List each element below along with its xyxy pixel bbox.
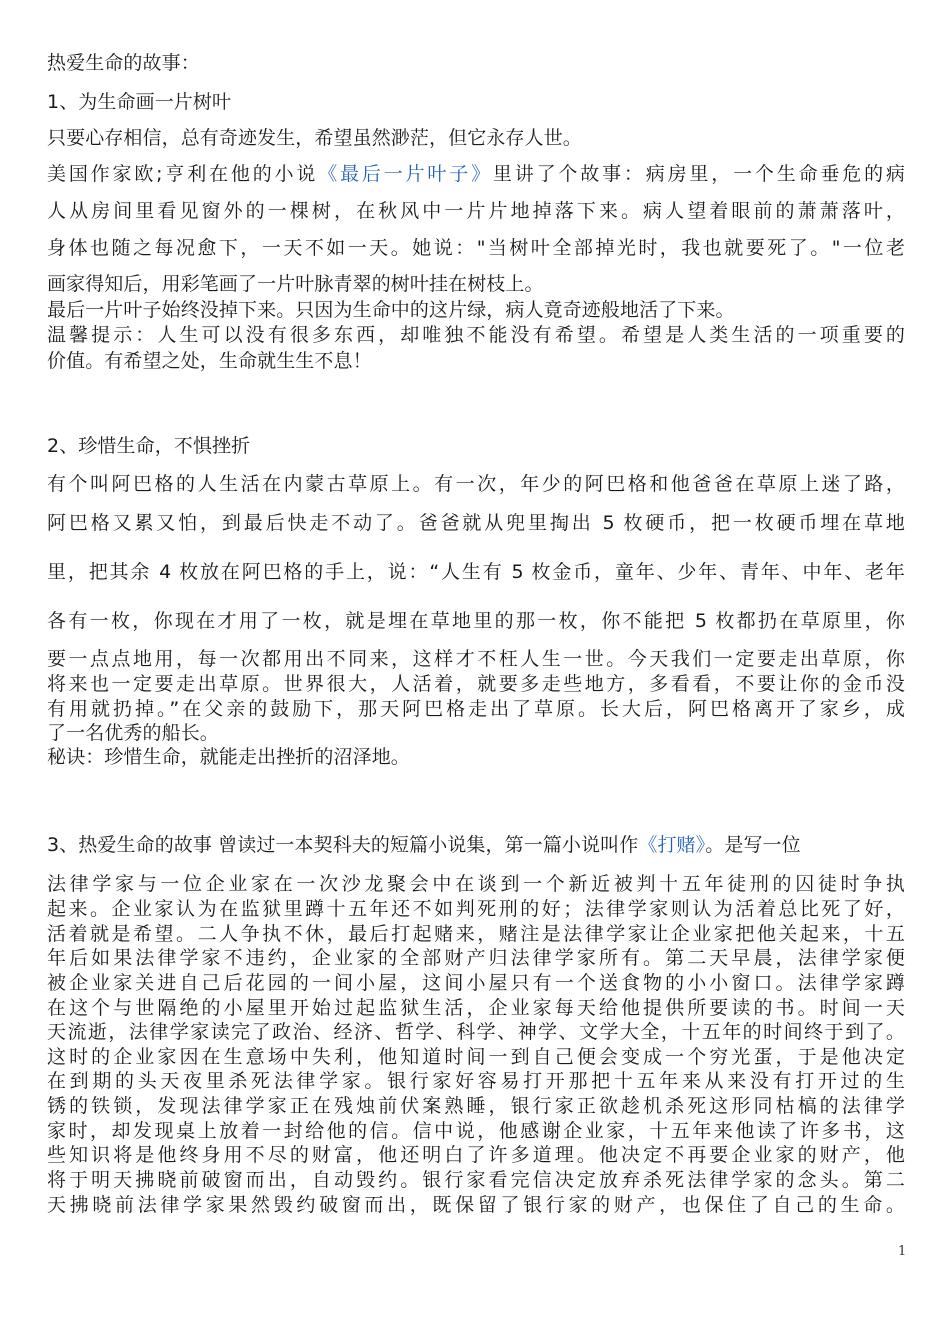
story-link-last-leaf[interactable]: 《最后一片叶子》	[318, 163, 493, 185]
paragraph-line: 了一名优秀的船长。	[47, 722, 219, 744]
paragraph-line: 身体也随之每况愈下，一天不如一天。她说："当树叶全部掉光时，我也就要死了。"一位老	[47, 237, 905, 259]
section-3-heading: 3、热爱生命的故事 曾读过一本契科夫的短篇小说集，第一篇小说叫作《打赌》。是写一位	[47, 834, 801, 856]
section-1-subtitle: 只要心存相信，总有奇迹发生，希望虽然渺茫，但它永存人世。	[47, 127, 582, 149]
paragraph-line: 里，把其余 4 枚放在阿巴格的手上，说：“人生有 5 枚金币，童年、少年、青年、中年、老年	[47, 561, 905, 583]
paragraph-line: 有个叫阿巴格的人生活在内蒙古草原上。有一次，年少的阿巴格和他爸爸在草原上迷了路，	[47, 473, 905, 495]
tip-line: 价值。有希望之处，生命就生生不息！	[47, 350, 372, 372]
paragraph-line: 活着就是希望。二人争执不休，最后打起赌来，赌注是法律学家让企业家把他关起来，十五	[47, 923, 905, 945]
paragraph-line: 年后如果法律学家不违约，企业家的全部财产归法律学家所有。第二天早晨，法律学家便	[47, 947, 905, 969]
section-1-heading: 1、为生命画一片树叶	[47, 91, 232, 113]
story-link-bet[interactable]: 《打赌》	[638, 834, 706, 856]
paragraph-line: 各有一枚，你现在才用了一枚，就是埋在草地里的那一枚，你不能把 5 枚都扔在草原里，你	[47, 610, 905, 632]
paragraph-line: 在这个与世隔绝的小屋里开始过起监狱生活，企业家每天给他提供所要读的书。时间一天	[47, 997, 905, 1019]
paragraph-line: 有用就扔掉。”在父亲的鼓励下，那天阿巴格走出了草原。长大后，阿巴格离开了家乡，成	[47, 698, 905, 720]
paragraph-line: 要一点点地用，每一次都用出不同来，这样才不枉人生一世。今天我们一定要走出草原，你	[47, 648, 905, 670]
paragraph-line: 天拂晓前法律学家果然毁约破窗而出，既保留了银行家的财产，也保住了自己的生命。	[47, 1194, 905, 1216]
section-2-heading: 2、珍惜生命，不惧挫折	[47, 435, 251, 457]
document-title: 热爱生命的故事：	[47, 52, 200, 74]
paragraph-line: 天流逝，法律学家读完了政治、经济、哲学、科学、神学、文学大全，十五年的时间终于到了。	[47, 1021, 905, 1043]
paragraph-line: 最后一片叶子始终没掉下来。只因为生命中的这片绿，病人竟奇迹般地活了下来。	[47, 299, 735, 321]
paragraph-line: 美国作家欧;亨利在他的小说《最后一片叶子》里讲了个故事：病房里，一个生命垂危的病	[47, 163, 905, 185]
paragraph-line: 人从房间里看见窗外的一棵树，在秋风中一片片地掉落下来。病人望着眼前的萧萧落叶，	[47, 200, 905, 222]
page-number: 1	[898, 1244, 907, 1259]
paragraph-line: 被企业家关进自己后花园的一间小屋，这间小屋只有一个送食物的小小窗口。法律学家蹲	[47, 972, 905, 994]
paragraph-line: 阿巴格又累又怕，到最后快走不动了。爸爸就从兜里掏出 5 枚硬币，把一枚硬币埋在草地	[47, 512, 905, 534]
paragraph-line: 这时的企业家因在生意场中失利，他知道时间一到自己便会变成一个穷光蛋，于是他决定	[47, 1046, 905, 1068]
paragraph-line: 在到期的头天夜里杀死法律学家。银行家好容易打开那把十五年来从来没有打开过的生	[47, 1070, 905, 1092]
paragraph-line: 法律学家与一位企业家在一次沙龙聚会中在谈到一个新近被判十五年徒刑的囚徒时争执	[47, 873, 905, 895]
tip-line: 温馨提示：人生可以没有很多东西，却唯独不能没有希望。希望是人类生活的一项重要的	[47, 324, 905, 346]
paragraph-line: 锈的铁锁，发现法律学家正在残烛前伏案熟睡，银行家正欲趁机杀死这形同枯槁的法律学	[47, 1095, 905, 1117]
paragraph-line: 将于明天拂晓前破窗而出，自动毁约。银行家看完信决定放弃杀死法律学家的念头。第二	[47, 1169, 905, 1191]
paragraph-line: 起来。企业家认为在监狱里蹲十五年还不如判死刑的好；法律学家则认为活着总比死了好，	[47, 898, 905, 920]
secret-line: 秘诀：珍惜生命，就能走出挫折的沼泽地。	[47, 746, 410, 768]
paragraph-line: 些知识将是他终身用不尽的财富，他还明白了许多道理。他决定不再要企业家的财产，他	[47, 1144, 905, 1166]
paragraph-line: 将来也一定要走出草原。世界很大，人活着，就要多走些地方，多看看，不要让你的金币没	[47, 673, 905, 695]
paragraph-line: 家时，却发现桌上放着一封给他的信。信中说，他感谢企业家，十五年来他读了许多书，这	[47, 1120, 905, 1142]
paragraph-line: 画家得知后，用彩笔画了一片叶脉青翠的树叶挂在树枝上。	[47, 273, 544, 295]
